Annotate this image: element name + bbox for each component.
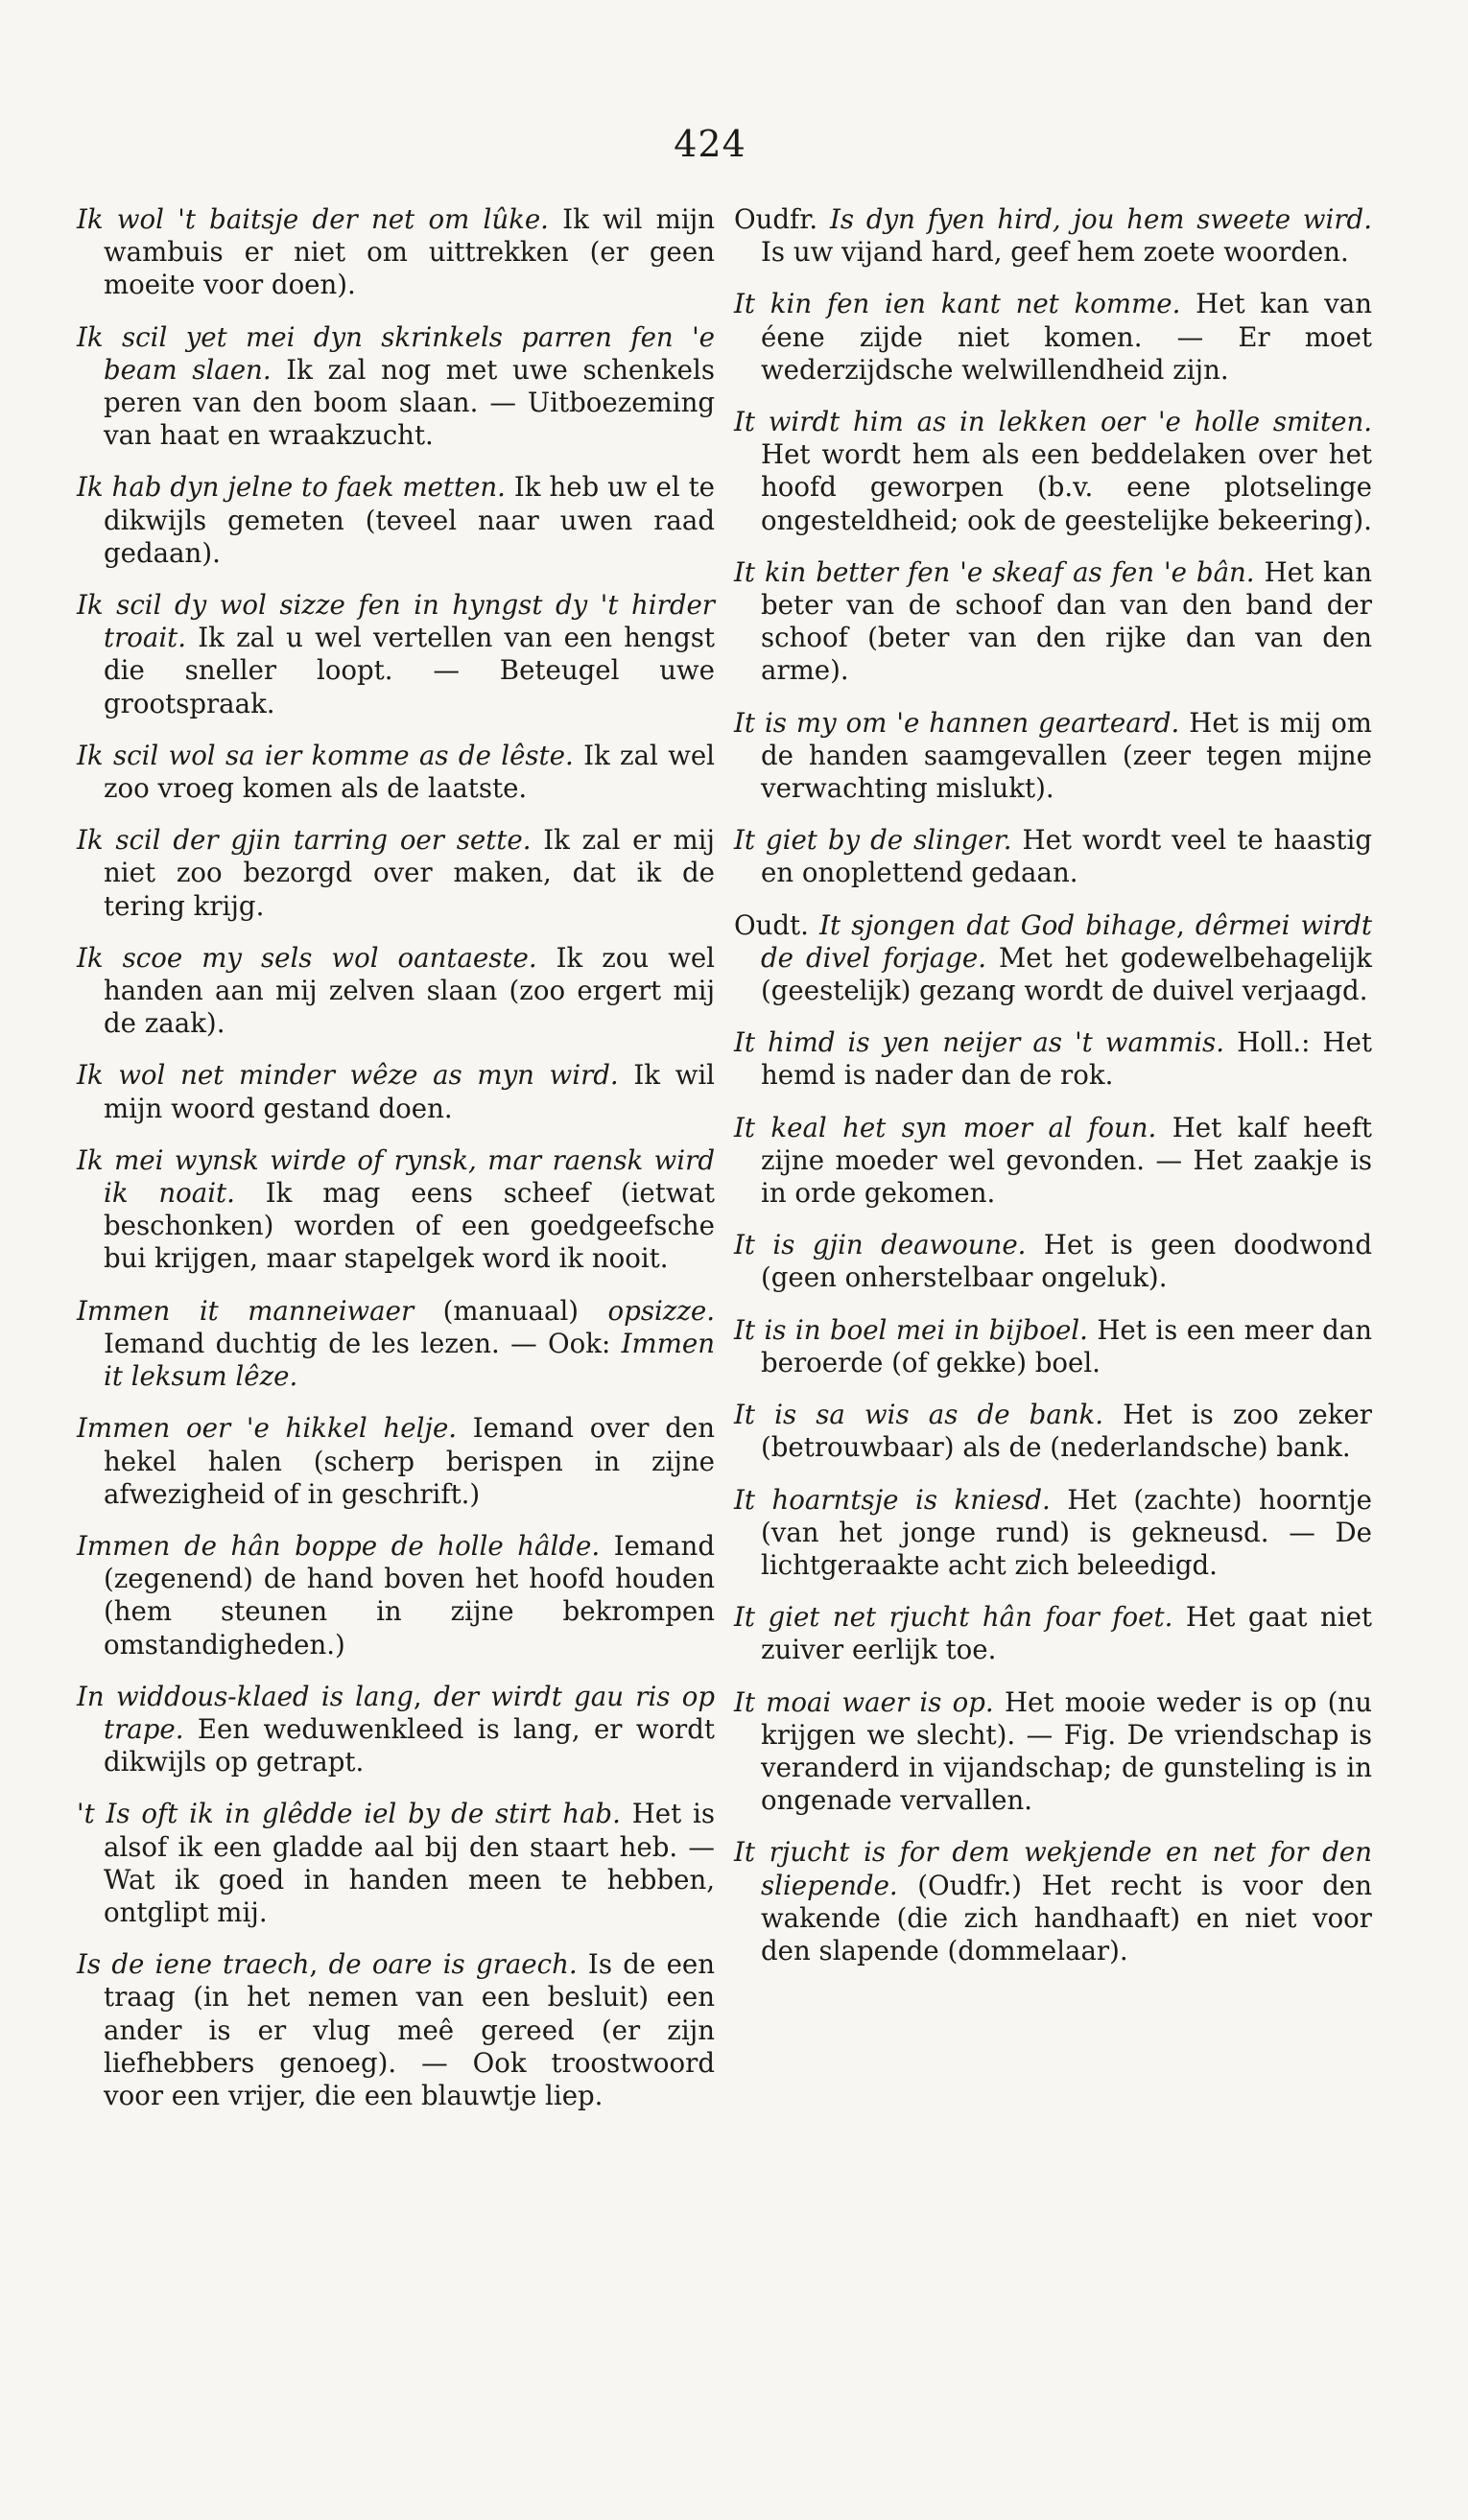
dutch-explanation: (manuaal) [414, 1294, 608, 1327]
dutch-explanation: Iemand (zegenend) de hand boven het hoofd houden (hem steunen in zijne bekrompen omstandigheden.) [104, 1529, 715, 1660]
dutch-explanation: Het wordt veel te haastig en onoplettend gedaan. [761, 824, 1373, 889]
frisian-phrase: Immen it manneiwaer [77, 1294, 414, 1327]
frisian-phrase: Ik scil yet mei dyn skrinkels parren fen 'e beam slaen. [77, 320, 715, 386]
right-column [734, 203, 1372, 1987]
proverb-entry [734, 406, 1372, 537]
proverb-entry [77, 740, 715, 805]
dutch-explanation: Iemand duchtig de les lezen. — Ook: [104, 1327, 622, 1359]
dutch-explanation: , [413, 1680, 434, 1712]
proverb-entry [734, 1112, 1372, 1211]
proverb-entry [734, 203, 1372, 269]
proverb-entry [77, 1059, 715, 1124]
left-column [77, 203, 715, 2131]
dutch-explanation: Oudt. [734, 908, 820, 941]
dutch-explanation: Met het godewelbehagelijk (geestelijk) gezang wordt de duivel verjaagd. [761, 941, 1373, 1007]
dutch-explanation: , [1175, 908, 1196, 941]
dutch-explanation: Het is een meer dan beroerde (of gekke) boel. [761, 1313, 1372, 1378]
frisian-phrase: Ik mei wynsk wirde of rynsk, mar raensk wird ik noait. [77, 1143, 715, 1210]
proverb-entry [77, 824, 715, 923]
frisian-phrase: It rjucht is for dem wekjende en net for den sliepende. [734, 1836, 1372, 1901]
frisian-phrase: It is in boel mei in bijboel. [734, 1313, 1088, 1346]
proverb-entry [734, 1601, 1372, 1666]
frisian-phrase: dêrmei wirdt de divel forjage. [761, 908, 1373, 974]
frisian-phrase: It sjongen dat God bihage [819, 908, 1176, 941]
proverb-entry [77, 1144, 715, 1276]
frisian-phrase: Is dyn fyen hird, jou hem sweete wird. [830, 203, 1372, 235]
frisian-phrase: der wirdt gau ris op trape. [104, 1680, 715, 1745]
frisian-phrase: Ik wol net minder wêze as myn wird. [77, 1059, 619, 1092]
dutch-explanation: Ik zou wel handen aan mij zelven slaan (zoo ergert mij de zaak). [104, 941, 715, 1040]
dutch-explanation: Holl.: Het hemd is nader dan de rok. [761, 1026, 1373, 1092]
proverb-entry [77, 1295, 715, 1394]
proverb-entry [77, 1530, 715, 1661]
frisian-phrase: Ik scil dy wol sizze fen in hyngst dy 't hirder troait. [77, 589, 715, 654]
proverb-entry [77, 1412, 715, 1511]
proverb-entry [77, 471, 715, 570]
dutch-explanation: Ik zal wel zoo vroeg komen als de laatste. [104, 739, 715, 805]
dutch-explanation: Het is mij om de handen saamgevallen (zeer tegen mijne verwachting mislukt). [761, 706, 1372, 805]
frisian-phrase: It is gjin deawoune. [734, 1229, 1027, 1261]
frisian-phrase: Ik scoe my sels wol oantaeste. [77, 941, 537, 974]
frisian-phrase: It keal het syn moer al foun. [734, 1111, 1157, 1143]
proverb-entry [734, 707, 1372, 806]
proverb-entry [734, 1026, 1372, 1092]
frisian-phrase: It giet by de slinger. [734, 824, 1012, 857]
proverb-entry [734, 1484, 1372, 1583]
frisian-phrase: opsizze. [607, 1294, 715, 1327]
dutch-explanation: Ik wil mijn wambuis er niet om uittrekken (er geen moeite voor doen). [104, 203, 715, 301]
frisian-phrase: It himd is yen neijer as 't wammis. [734, 1026, 1224, 1059]
dutch-explanation: Ik heb uw el te dikwijls gemeten (teveel naar uwen raad gedaan). [104, 471, 715, 569]
proverb-entry [734, 1314, 1372, 1379]
frisian-phrase: 't Is oft ik in glêdde iel by de stirt hab. [77, 1798, 621, 1830]
frisian-phrase: It hoarntsje is kniesd. [734, 1483, 1051, 1516]
frisian-phrase: It kin fen ien kant net komme. [734, 288, 1181, 320]
dutch-explanation: , [309, 1948, 329, 1981]
proverb-entry [734, 288, 1372, 387]
dutch-explanation: Het mooie weder is op (nu krijgen we slecht). — Fig. De vriendschap is veranderd in vijandschap; de gunsteling is in ongenade vervallen. [761, 1685, 1372, 1817]
dutch-explanation: (Oudfr.) Het recht is voor den wakende (die zich handhaaft) en niet voor den slapende (dommelaar). [761, 1869, 1372, 1967]
proverb-entry [734, 1229, 1372, 1294]
frisian-phrase: Is de iene traech [77, 1948, 310, 1981]
proverb-entry [77, 589, 715, 720]
page-number: 424 [674, 123, 746, 165]
proverb-entry [734, 1399, 1372, 1464]
dutch-explanation: Het wordt hem als een beddelaken over het hoofd geworpen (b.v. eene plotselinge ongesteldheid; ook de geestelijke bekeering). [761, 438, 1372, 536]
proverb-entry [734, 909, 1372, 1008]
frisian-phrase: Ik scil wol sa ier komme as de lêste. [77, 739, 574, 771]
dutch-explanation: Ik mag eens scheef (ietwat beschonken) worden of een goedgeefsche bui krijgen, maar stapelgek word ik nooit. [104, 1177, 715, 1275]
frisian-phrase: It giet net rjucht hân foar foet. [734, 1601, 1173, 1634]
dutch-explanation: Ik zal er mij niet zoo bezorgd over maken, dat ik de tering krijg. [104, 824, 715, 922]
proverb-entry [734, 1686, 1372, 1818]
frisian-phrase: It wirdt him as in lekken oer 'e holle smiten. [734, 406, 1372, 438]
proverb-entry [77, 203, 715, 302]
dutch-explanation: Het is alsof ik een gladde aal bij den staart heb. — Wat ik goed in handen meen te hebben, ontglipt mij. [104, 1798, 715, 1928]
dutch-explanation: Het gaat niet zuiver eerlijk toe. [761, 1601, 1372, 1666]
dutch-explanation: Het kan beter van de schoof dan van den band der schoof (beter van den rijke dan van den arme). [761, 555, 1372, 687]
frisian-phrase: In widdous-klaed is lang [77, 1680, 414, 1712]
dutch-explanation: Ik zal u wel vertellen van een hengst die sneller loopt. — Beteugel uwe grootspraak. [104, 622, 715, 719]
dutch-explanation: Is de een traag (in het nemen van een besluit) een ander is er vlug meê gereed (er zijn liefhebbers genoeg). — Ook troostwoord voor een vrijer, die een blauwtje liep. [104, 1948, 716, 2111]
dutch-explanation: Iemand over den hekel halen (scherp berispen in zijne afwezigheid of in geschrift.) [104, 1412, 715, 1510]
dutch-explanation: Oudfr. [734, 203, 831, 235]
frisian-phrase: Ik scil der gjin tarring oer sette. [77, 824, 532, 857]
dutch-explanation: Het is zoo zeker (betrouwbaar) als de (nederlandsche) bank. [761, 1399, 1372, 1464]
proverb-entry [734, 824, 1372, 889]
frisian-phrase: Immen it leksum lêze. [104, 1327, 715, 1393]
frisian-phrase: Immen oer 'e hikkel helje. [77, 1412, 458, 1445]
proverb-entry [77, 321, 715, 453]
frisian-phrase: Ik wol 't baitsje der net om lûke. [77, 203, 549, 235]
frisian-phrase: It kin better fen 'e skeaf as fen 'e bân. [734, 555, 1255, 588]
proverb-entry [77, 942, 715, 1041]
dutch-explanation: Het kan van éene zijde niet komen. — Er moet wederzijdsche welwillendheid zijn. [761, 288, 1372, 386]
proverb-entry [734, 1836, 1372, 1967]
frisian-phrase: Ik hab dyn jelne to faek metten. [77, 471, 506, 504]
dutch-explanation: Een weduwenkleed is lang, er wordt dikwijls op getrapt. [104, 1712, 715, 1778]
dutch-explanation: Ik wil mijn woord gestand doen. [104, 1059, 715, 1124]
frisian-phrase: It is sa wis as de bank. [734, 1399, 1104, 1431]
proverb-entry [77, 1948, 715, 2112]
dutch-explanation: Het kalf heeft zijne moeder wel gevonden. — Het zaakje is in orde gekomen. [761, 1111, 1372, 1210]
frisian-phrase: It moai waer is op. [734, 1685, 994, 1718]
proverb-entry [77, 1681, 715, 1779]
frisian-phrase: Immen de hân boppe de holle hâlde. [77, 1529, 601, 1562]
dutch-explanation: Het is geen doodwond (geen onherstelbaar ongeluk). [761, 1229, 1372, 1294]
proverb-entry [734, 556, 1372, 688]
frisian-phrase: de oare is graech. [328, 1948, 578, 1981]
proverb-entry [77, 1798, 715, 1929]
dutch-explanation: Het (zachte) hoorntje (van het jonge rund) is gekneusd. — De lichtgeraakte acht zich beleedigd. [761, 1483, 1372, 1581]
dutch-explanation: Is uw vijand hard, geef hem zoete woorden. [761, 236, 1349, 269]
frisian-phrase: It is my om 'e hannen gearteard. [734, 706, 1180, 739]
dutch-explanation: Ik zal nog met uwe schenkels peren van den boom slaan. — Uitboezeming van haat en wraakzucht. [104, 353, 715, 452]
